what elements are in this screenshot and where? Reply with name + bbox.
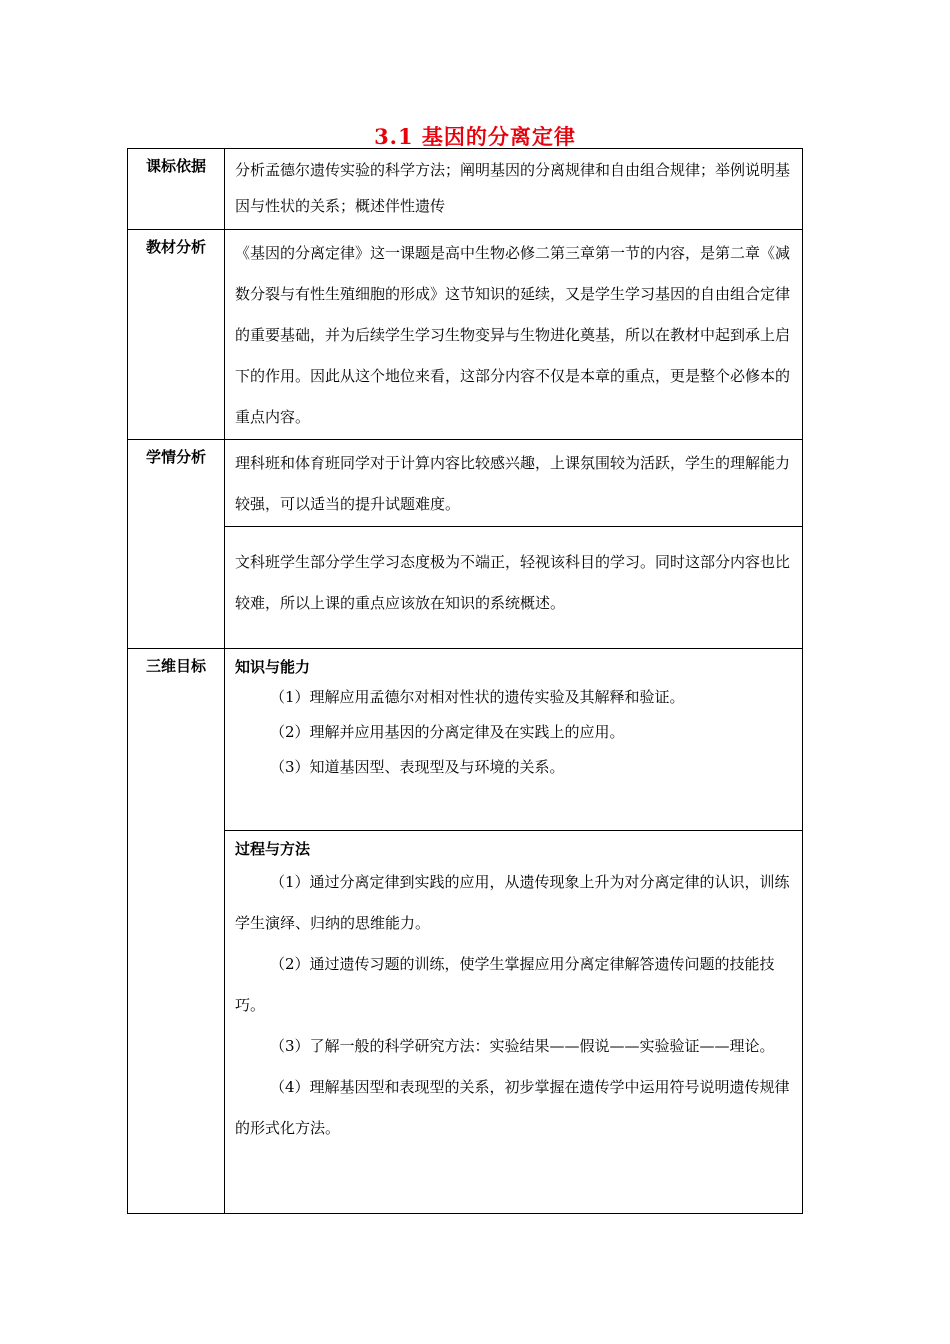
students-row-arts <box>128 527 803 649</box>
textbook-cell <box>225 230 803 440</box>
standards-cell <box>225 149 803 230</box>
objectives-row-knowledge <box>128 649 803 831</box>
knowledge-heading: 知识与能力 <box>235 658 311 676</box>
students-arts-cell <box>225 527 803 649</box>
process-cell <box>225 831 803 1214</box>
objectives-row-process <box>128 831 803 1214</box>
process-item-3: （3）了解一般的科学研究方法：实验结果——假说——实验验证——理论。 <box>270 1037 775 1055</box>
standards-text: 分析孟德尔遗传实验的科学方法；阐明基因的分离规律和自由组合规律；举例说明基因与性状的关系；概述伴性遗传 <box>235 161 791 215</box>
process-heading: 过程与方法 <box>235 840 311 858</box>
knowledge-item-1: （1）理解应用孟德尔对相对性状的遗传实验及其解释和验证。 <box>270 688 685 706</box>
knowledge-item-2: （2）理解并应用基因的分离定律及在实践上的应用。 <box>270 723 625 741</box>
process-item-1: （1）通过分离定律到实践的应用，从遗传现象上升为对分离定律的认识，训练学生演绎、归纳的思维能力。 <box>235 873 790 932</box>
objectives-label: 三维目标 <box>128 649 225 1214</box>
textbook-label: 教材分析 <box>128 230 225 440</box>
standards-label: 课标依据 <box>128 149 225 230</box>
lesson-plan-table <box>127 148 803 1214</box>
document-title: 3.1 基因的分离定律 <box>374 124 576 149</box>
knowledge-item-3: （3）知道基因型、表现型及与环境的关系。 <box>270 758 565 776</box>
students-science-cell <box>225 440 803 527</box>
students-arts-text: 文科班学生部分学生学习态度极为不端正，轻视该科目的学习。同时这部分内容也比较难，所以上课的重点应该放在知识的系统概述。 <box>235 553 791 612</box>
standards-row <box>128 149 803 230</box>
students-science-text: 理科班和体育班同学对于计算内容比较感兴趣，上课氛围较为活跃，学生的理解能力较强，可以适当的提升试题难度。 <box>235 454 791 513</box>
students-label: 学情分析 <box>128 440 225 649</box>
textbook-row <box>128 230 803 440</box>
knowledge-cell <box>225 649 803 831</box>
textbook-text: 《基因的分离定律》这一课题是高中生物必修二第三章第一节的内容，是第二章《减数分裂与有性生殖细胞的形成》这节知识的延续，又是学生学习基因的自由组合定律的重要基础，并为后续学生学习生物变异与生物进化奠基，所以在教材中起到承上启下的作用。因此从这个地位来看，这部分内容不仅是本章的重点，更是整个必修本的重点内容。 <box>235 244 791 426</box>
students-row-science <box>128 440 803 527</box>
process-item-4: （4）理解基因型和表现型的关系，初步掌握在遗传学中运用符号说明遗传规律的形式化方法。 <box>235 1078 790 1137</box>
process-item-2: （2）通过遗传习题的训练，使学生掌握应用分离定律解答遗传问题的技能技巧。 <box>235 955 775 1014</box>
